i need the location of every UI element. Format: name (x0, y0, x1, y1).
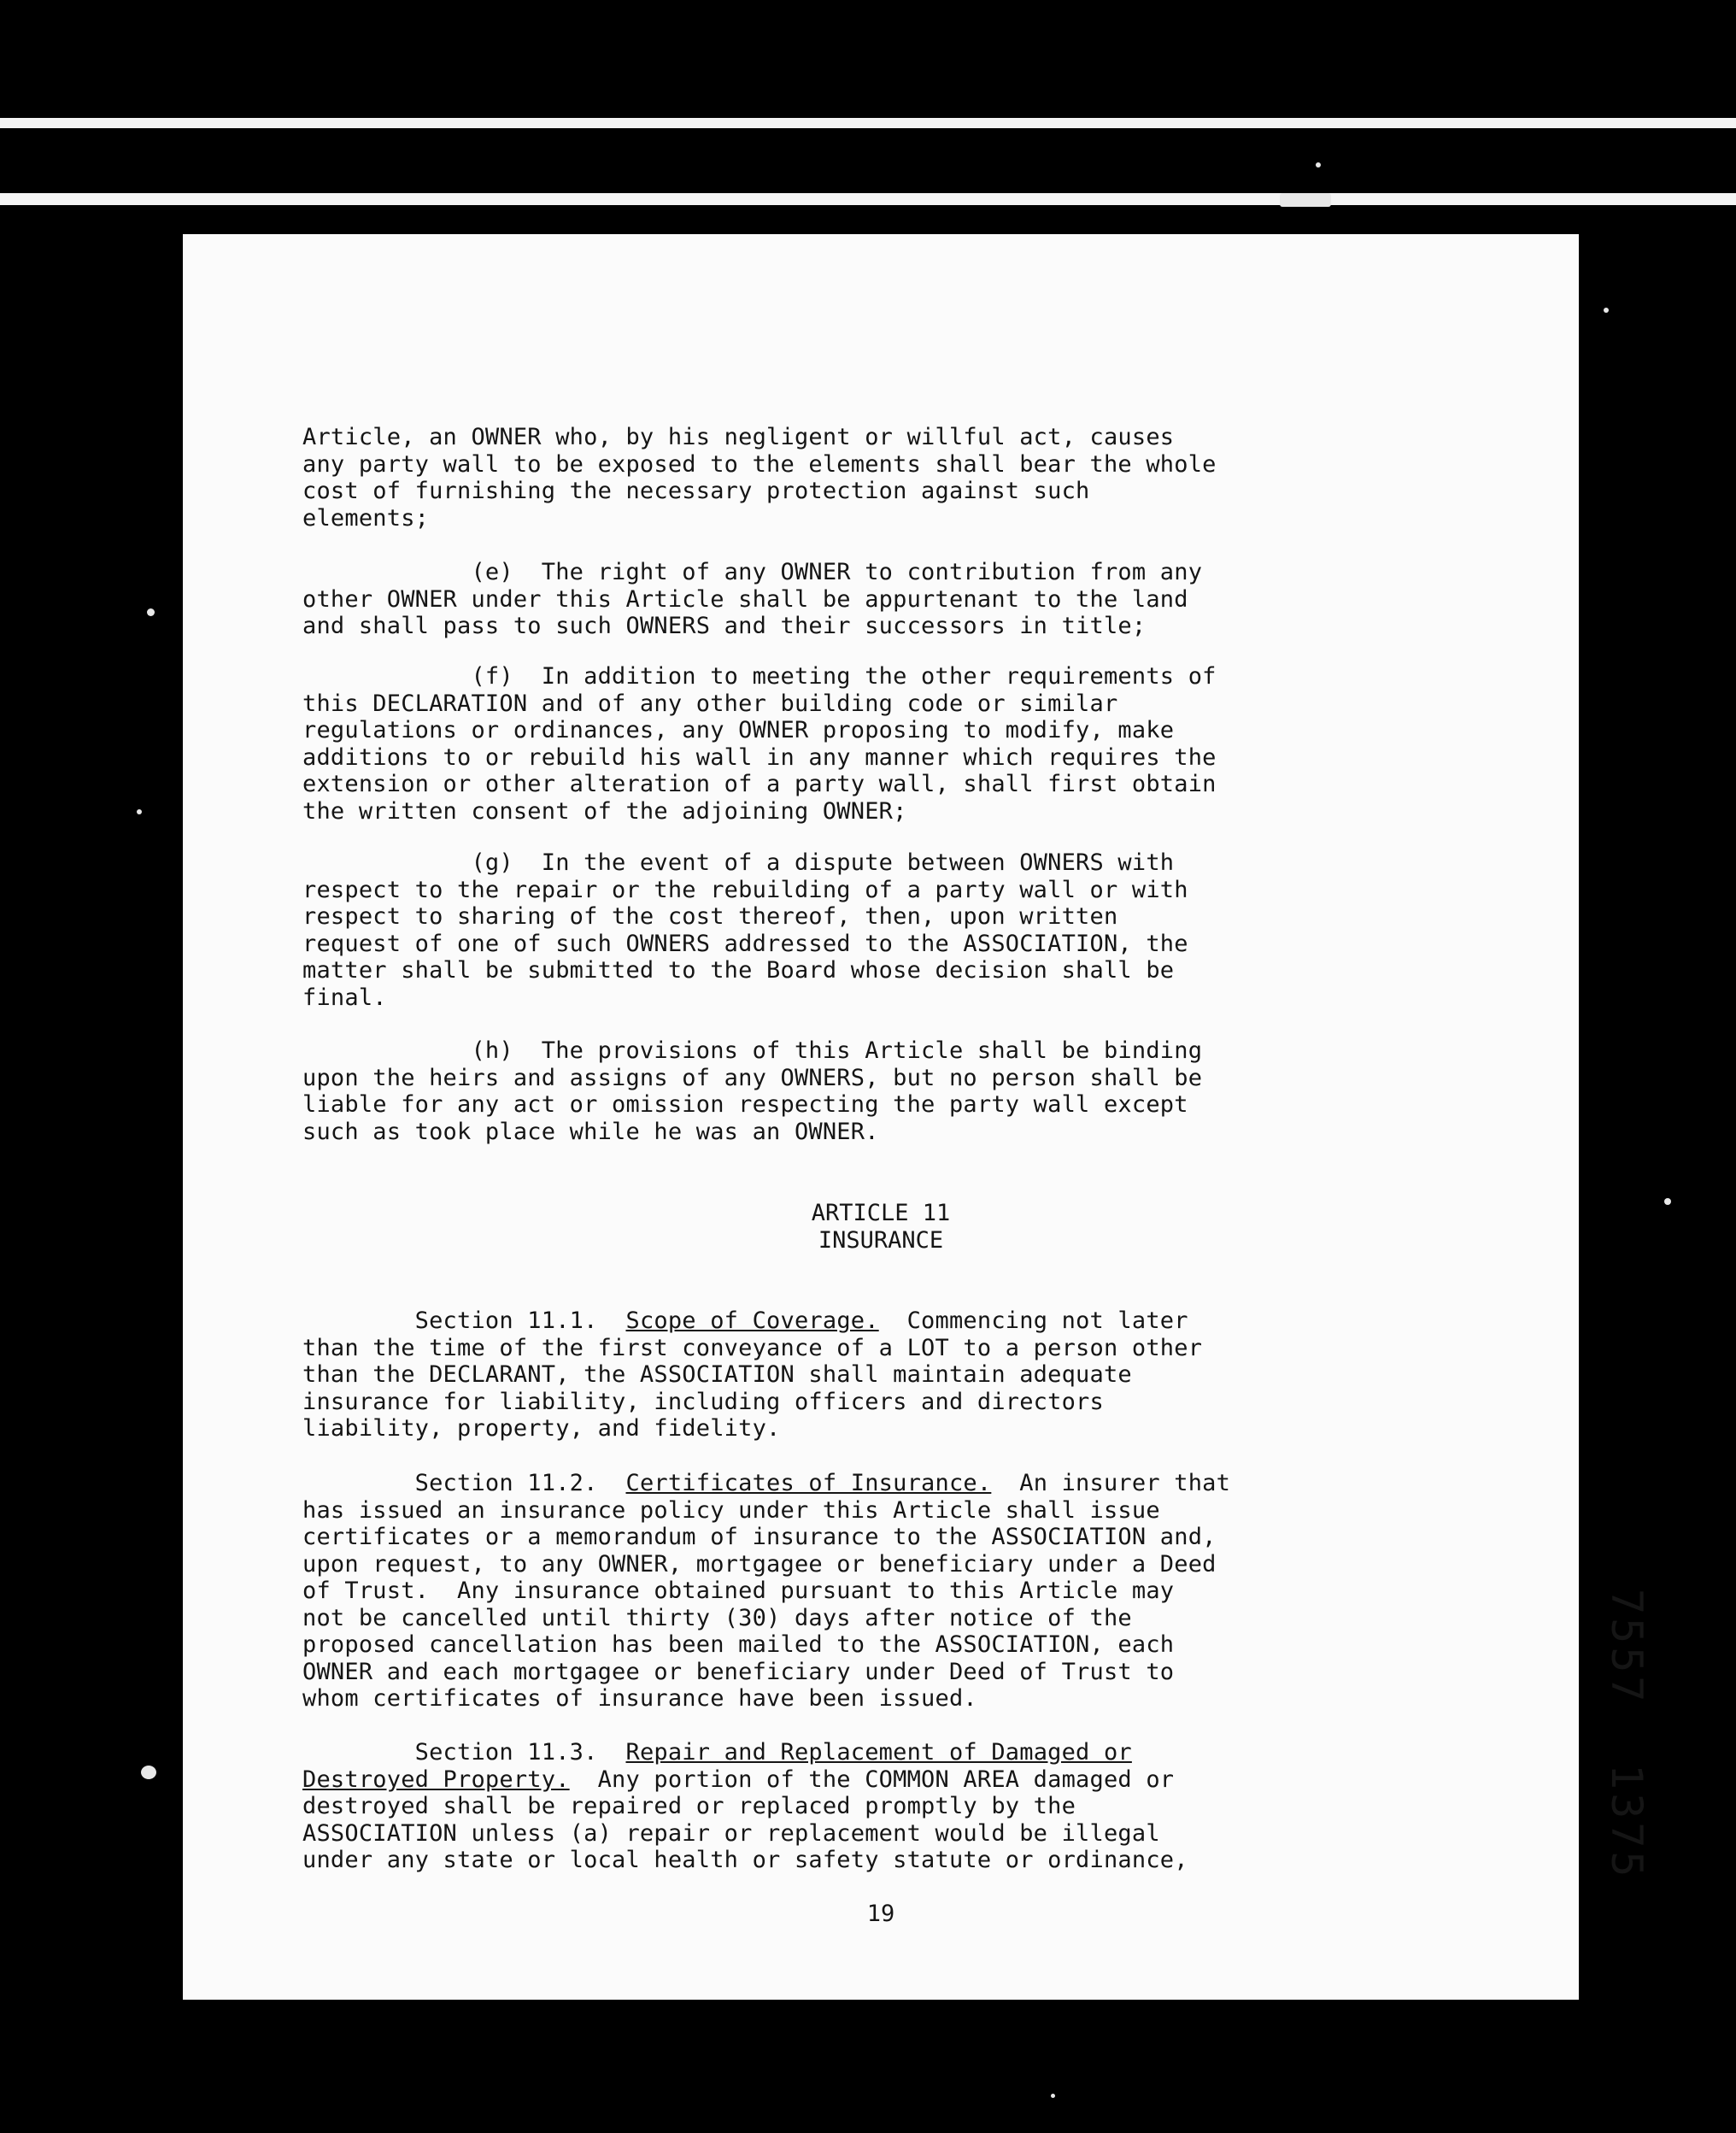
clause-h: (h) The provisions of this Article shall be binding upon the heirs and assigns of any OWNERS, but no person shall be liable for any act or omission respecting the party wall except such as took place while he was an OWNER. (302, 1037, 1203, 1145)
document-page (183, 234, 1651, 2000)
section-11-3 (302, 1739, 1413, 1874)
scan-artifact-bar-middle (0, 193, 1736, 205)
clause-f: (f) In addition to meeting the other requirements of this DECLARATION and of any other building code or similar regulations or ordinances, any OWNER proposing to modify, make additions to or rebuild his wall in any manner which requires the extension or other alteration of a party wall, shall first obtain the written consent of the adjoining OWNER; (302, 663, 1217, 825)
section-lead: Section 11.2. (302, 1470, 626, 1496)
paragraph-continuation: Article, an OWNER who, by his negligent or willful act, causes any party wall to be exposed to the elements shall bear the whole cost of furnishing the necessary protection against such elements; (302, 424, 1217, 532)
scan-noise-dot (1664, 1198, 1671, 1205)
section-title: Certificates of Insurance. (625, 1470, 992, 1496)
section-lead: Section 11.1. (302, 1307, 626, 1334)
section-body: Commencing not later than the time of the first conveyance of a LOT to a person other than the DECLARANT, the ASSOCIATION shall maintain adequate insurance for liability, including officers and directors liability, property, and fidelity. (302, 1307, 1203, 1442)
section-body: An insurer that has issued an insurance policy under this Article shall issue certificates or a memorandum of insurance to the ASSOCIATION and, upon request, to any OWNER, mortgagee or beneficiary under a Deed of Trust. Any insurance obtained pursuant to this Article may not be cancelled until thirty (30) days after notice of the proposed cancellation has been mailed to the ASSOCIATION, each OWNER and each mortgagee or beneficiary under Deed of Trust to whom certificates of insurance have been issued. (302, 1470, 1231, 1712)
scan-noise-dot (137, 809, 142, 814)
article-title: INSURANCE (818, 1226, 944, 1254)
scan-noise-dot (1051, 2094, 1055, 2098)
scan-noise-dot (1316, 162, 1321, 167)
article-number: ARTICLE 11 (811, 1200, 951, 1226)
section-body-line-1: Any portion of the COMMON AREA damaged or (569, 1766, 1175, 1793)
recording-stamp-book: 7557 (1602, 1589, 1651, 1706)
section-11-2 (302, 1470, 1413, 1713)
section-title: Scope of Coverage. (625, 1307, 879, 1334)
section-lead: Section 11.3. (302, 1739, 626, 1766)
section-body: destroyed shall be repaired or replaced promptly by the ASSOCIATION unless (a) repair or replacement would be illegal under any state or local health or safety statute or ordinance, (302, 1793, 1188, 1873)
clause-e: (e) The right of any OWNER to contribution from any other OWNER under this Article shall be appurtenant to the land and shall pass to such OWNERS and their successors in title; (302, 559, 1203, 639)
scan-artifact-bar-top (0, 118, 1736, 128)
scan-noise-dot (141, 1766, 156, 1779)
clause-g: (g) In the event of a dispute between OWNERS with respect to the repair or the rebuilding of a party wall or with respect to sharing of the cost thereof, then, upon written request of one of such OWNERS addressed to the ASSOCIATION, the matter shall be submitted to the Board whose decision shall be final. (302, 849, 1188, 1011)
recording-stamp-page: 1375 (1602, 1764, 1651, 1881)
section-title-line-2: Destroyed Property. (302, 1766, 570, 1793)
page-number: 19 (866, 1901, 895, 1927)
scan-noise-dot (1280, 193, 1331, 207)
section-11-1 (302, 1307, 1413, 1443)
section-title-line-1: Repair and Replacement of Damaged or (625, 1739, 1132, 1766)
article-heading (183, 1200, 1579, 1254)
scan-noise-dot (1604, 308, 1609, 313)
scan-noise-dot (147, 608, 155, 616)
